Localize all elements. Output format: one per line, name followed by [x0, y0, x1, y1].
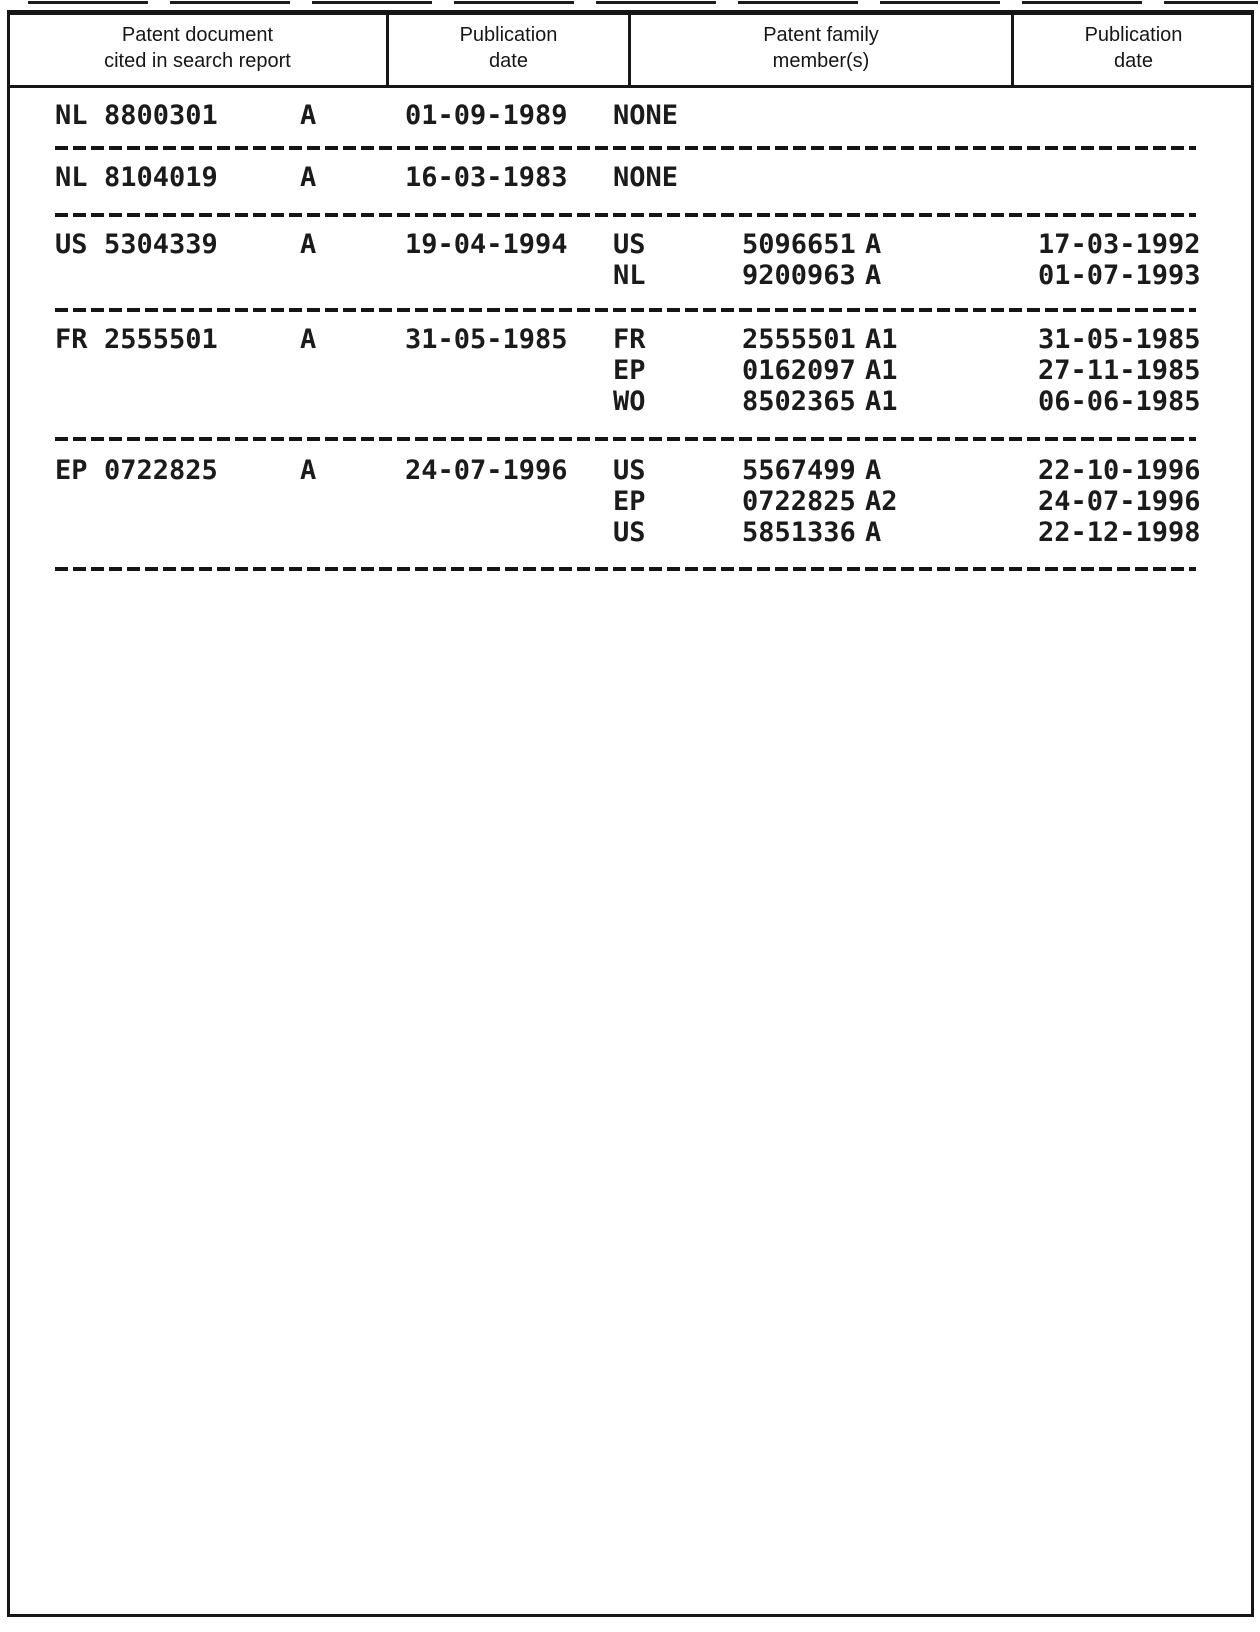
family-member-country-code: US: [613, 229, 646, 260]
family-member-publication-date: 22-10-1996: [1038, 455, 1201, 486]
family-member-kind-code: A1: [865, 324, 898, 355]
cited-kind-code: A: [300, 100, 317, 131]
family-member-country-code: US: [613, 517, 646, 548]
family-member-publication-date: 31-05-1985: [1038, 324, 1201, 355]
cited-document-number: 8104019: [104, 162, 218, 193]
family-member-line: [0, 386, 1260, 417]
cited-publication-date: 16-03-1983: [405, 162, 568, 193]
column-header-line: Publication: [1084, 24, 1183, 46]
family-member-publication-date: 27-11-1985: [1038, 355, 1201, 386]
family-member-country-code: WO: [613, 386, 646, 417]
family-member-country-code: EP: [613, 486, 646, 517]
family-member-line: [0, 517, 1260, 548]
family-member-line: [0, 486, 1260, 517]
cited-country-code: US: [55, 229, 88, 260]
family-member-number: 2555501: [742, 324, 856, 355]
cited-country-code: FR: [55, 324, 88, 355]
family-member-kind-code: A: [865, 455, 882, 486]
column-header-line: date: [1114, 50, 1153, 72]
family-member-kind-code: A1: [865, 355, 898, 386]
family-member-country-code: EP: [613, 355, 646, 386]
family-none-label: NONE: [613, 100, 679, 131]
cited-document-number: 8800301: [104, 100, 218, 131]
family-member-number: 5851336: [742, 517, 856, 548]
family-member-number: 9200963: [742, 260, 856, 291]
family-member-country-code: NL: [613, 260, 646, 291]
cited-publication-date: 01-09-1989: [405, 100, 568, 131]
family-member-kind-code: A: [865, 517, 882, 548]
cited-publication-date: 24-07-1996: [405, 455, 568, 486]
cited-document-line: [0, 162, 1260, 193]
family-member-publication-date: 22-12-1998: [1038, 517, 1201, 548]
family-member-kind-code: A2: [865, 486, 898, 517]
family-member-publication-date: 17-03-1992: [1038, 229, 1201, 260]
cited-document-number: 2555501: [104, 324, 218, 355]
cited-country-code: EP: [55, 455, 88, 486]
family-member-line: [0, 260, 1260, 291]
family-member-kind-code: A: [865, 260, 882, 291]
family-member-line: [0, 455, 1260, 486]
column-header-line: member(s): [772, 50, 870, 72]
family-member-country-code: FR: [613, 324, 646, 355]
row-separator-dashed-line: [55, 567, 1196, 571]
cited-document-number: 0722825: [104, 455, 218, 486]
family-member-publication-date: 06-06-1985: [1038, 386, 1201, 417]
cited-country-code: NL: [55, 100, 88, 131]
row-separator-dashed-line: [55, 437, 1196, 441]
cited-kind-code: A: [300, 324, 317, 355]
family-member-line: [0, 355, 1260, 386]
row-separator-dashed-line: [55, 308, 1196, 312]
row-separator-dashed-line: [55, 146, 1196, 150]
column-header-line: Patent document: [121, 24, 274, 46]
row-separator-dashed-line: [55, 213, 1196, 217]
cited-document-line: [0, 100, 1260, 131]
cited-document-number: 5304339: [104, 229, 218, 260]
family-member-kind-code: A1: [865, 386, 898, 417]
cited-country-code: NL: [55, 162, 88, 193]
cited-publication-date: 19-04-1994: [405, 229, 568, 260]
family-member-line: [0, 229, 1260, 260]
family-member-country-code: US: [613, 455, 646, 486]
family-member-number: 0162097: [742, 355, 856, 386]
family-member-kind-code: A: [865, 229, 882, 260]
family-member-number: 0722825: [742, 486, 856, 517]
column-header-line: Publication: [459, 24, 558, 46]
family-member-publication-date: 24-07-1996: [1038, 486, 1201, 517]
family-member-number: 8502365: [742, 386, 856, 417]
family-none-label: NONE: [613, 162, 679, 193]
family-member-line: [0, 324, 1260, 355]
column-header-line: cited in search report: [104, 50, 291, 72]
cited-kind-code: A: [300, 162, 317, 193]
cited-kind-code: A: [300, 229, 317, 260]
family-member-number: 5567499: [742, 455, 856, 486]
family-member-publication-date: 01-07-1993: [1038, 260, 1201, 291]
column-header-line: Patent family: [763, 24, 879, 46]
column-header-line: date: [489, 50, 528, 72]
cited-publication-date: 31-05-1985: [405, 324, 568, 355]
family-member-number: 5096651: [742, 229, 856, 260]
cited-kind-code: A: [300, 455, 317, 486]
